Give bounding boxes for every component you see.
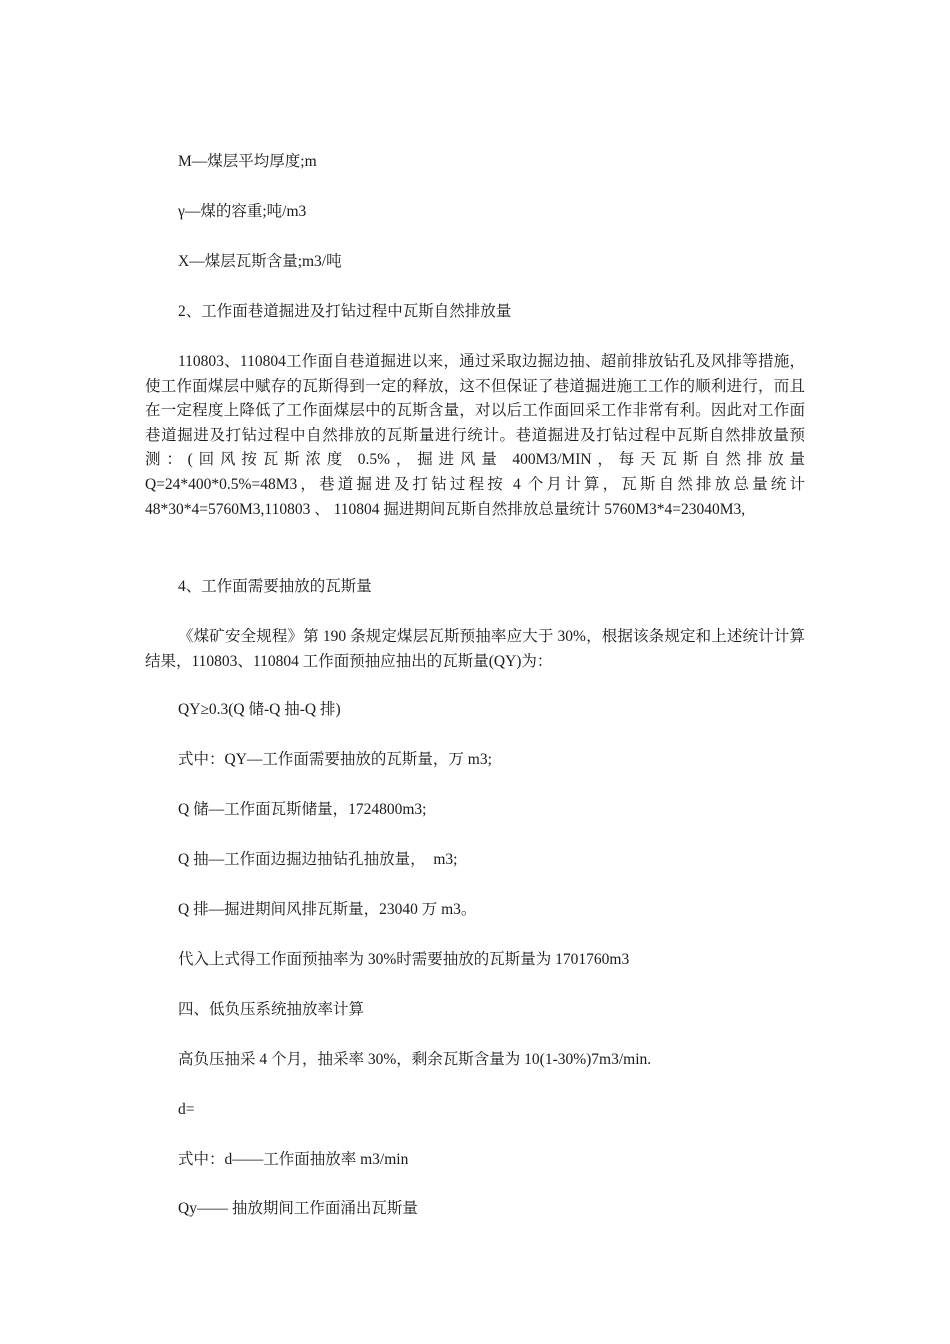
definition-m: M—煤层平均厚度;m — [178, 153, 317, 170]
paragraph-regulation: 《煤矿安全规程》第 190 条规定煤层瓦斯预抽率应大于 30%，根据该条规定和上述统计计算结果，110803、110804 工作面预抽应抽出的瓦斯量(QY)为： — [145, 628, 805, 670]
definition-x: X—煤层瓦斯含量;m3/吨 — [178, 253, 342, 270]
formula-q-storage: Q 储—工作面瓦斯储量，1724800m3; — [178, 801, 427, 818]
formula-q-drain: Q 抽—工作面边掘边抽钻孔抽放量， m3; — [178, 851, 458, 868]
formula-where-qy-emission: Qy—— 抽放期间工作面涌出瓦斯量 — [178, 1200, 418, 1217]
formula-d: d= — [178, 1101, 195, 1118]
formula-qy: QY≥0.3(Q 储-Q 抽-Q 排) — [178, 701, 341, 718]
paragraph-emission: 110803、110804工作面自巷道掘进以来，通过采取边掘边抽、超前排放钻孔及风排等措施，使工作面煤层中赋存的瓦斯得到一定的释放，这不但保证了巷道掘进施工工作的顺利进行，而且在一定程度上降低了工作面煤层中的瓦斯含量，对以后工作面回采工作非常有利。因此对工作面巷道掘进及打钻过程中自然排放的瓦斯量进行统计。巷道掘进及打钻过程中瓦斯自然排放量预测：(回风按瓦斯浓度 0.5%，掘进风量 400M3/MIN，每天瓦斯自然排放量 Q=24*400*0.5%=48M3，巷道掘进及打钻过程按 4 个月计算，瓦斯自然排放总量统计 48*30*4=5760M3,110803 、 110804 掘进期间瓦斯自然排放总量统计 5760M3*4=23040M3, — [145, 353, 805, 518]
section-heading-2: 2、工作面巷道掘进及打钻过程中瓦斯自然排放量 — [178, 303, 512, 320]
formula-where-d: 式中：d——工作面抽放率 m3/min — [178, 1151, 409, 1168]
formula-q-vent: Q 排—掘进期间风排瓦斯量，23040 万 m3。 — [178, 901, 477, 918]
high-pressure-note: 高负压抽采 4 个月，抽采率 30%，剩余瓦斯含量为 10(1-30%)7m3/min. — [178, 1051, 652, 1068]
section-heading-4: 4、工作面需要抽放的瓦斯量 — [178, 578, 372, 595]
definition-gamma: γ—煤的容重;吨/m3 — [178, 203, 307, 220]
section-heading-iv: 四、低负压系统抽放率计算 — [178, 1001, 365, 1018]
formula-result: 代入上式得工作面预抽率为 30%时需要抽放的瓦斯量为 1701760m3 — [178, 951, 630, 968]
formula-where-qy: 式中：QY—工作面需要抽放的瓦斯量，万 m3; — [178, 751, 492, 768]
